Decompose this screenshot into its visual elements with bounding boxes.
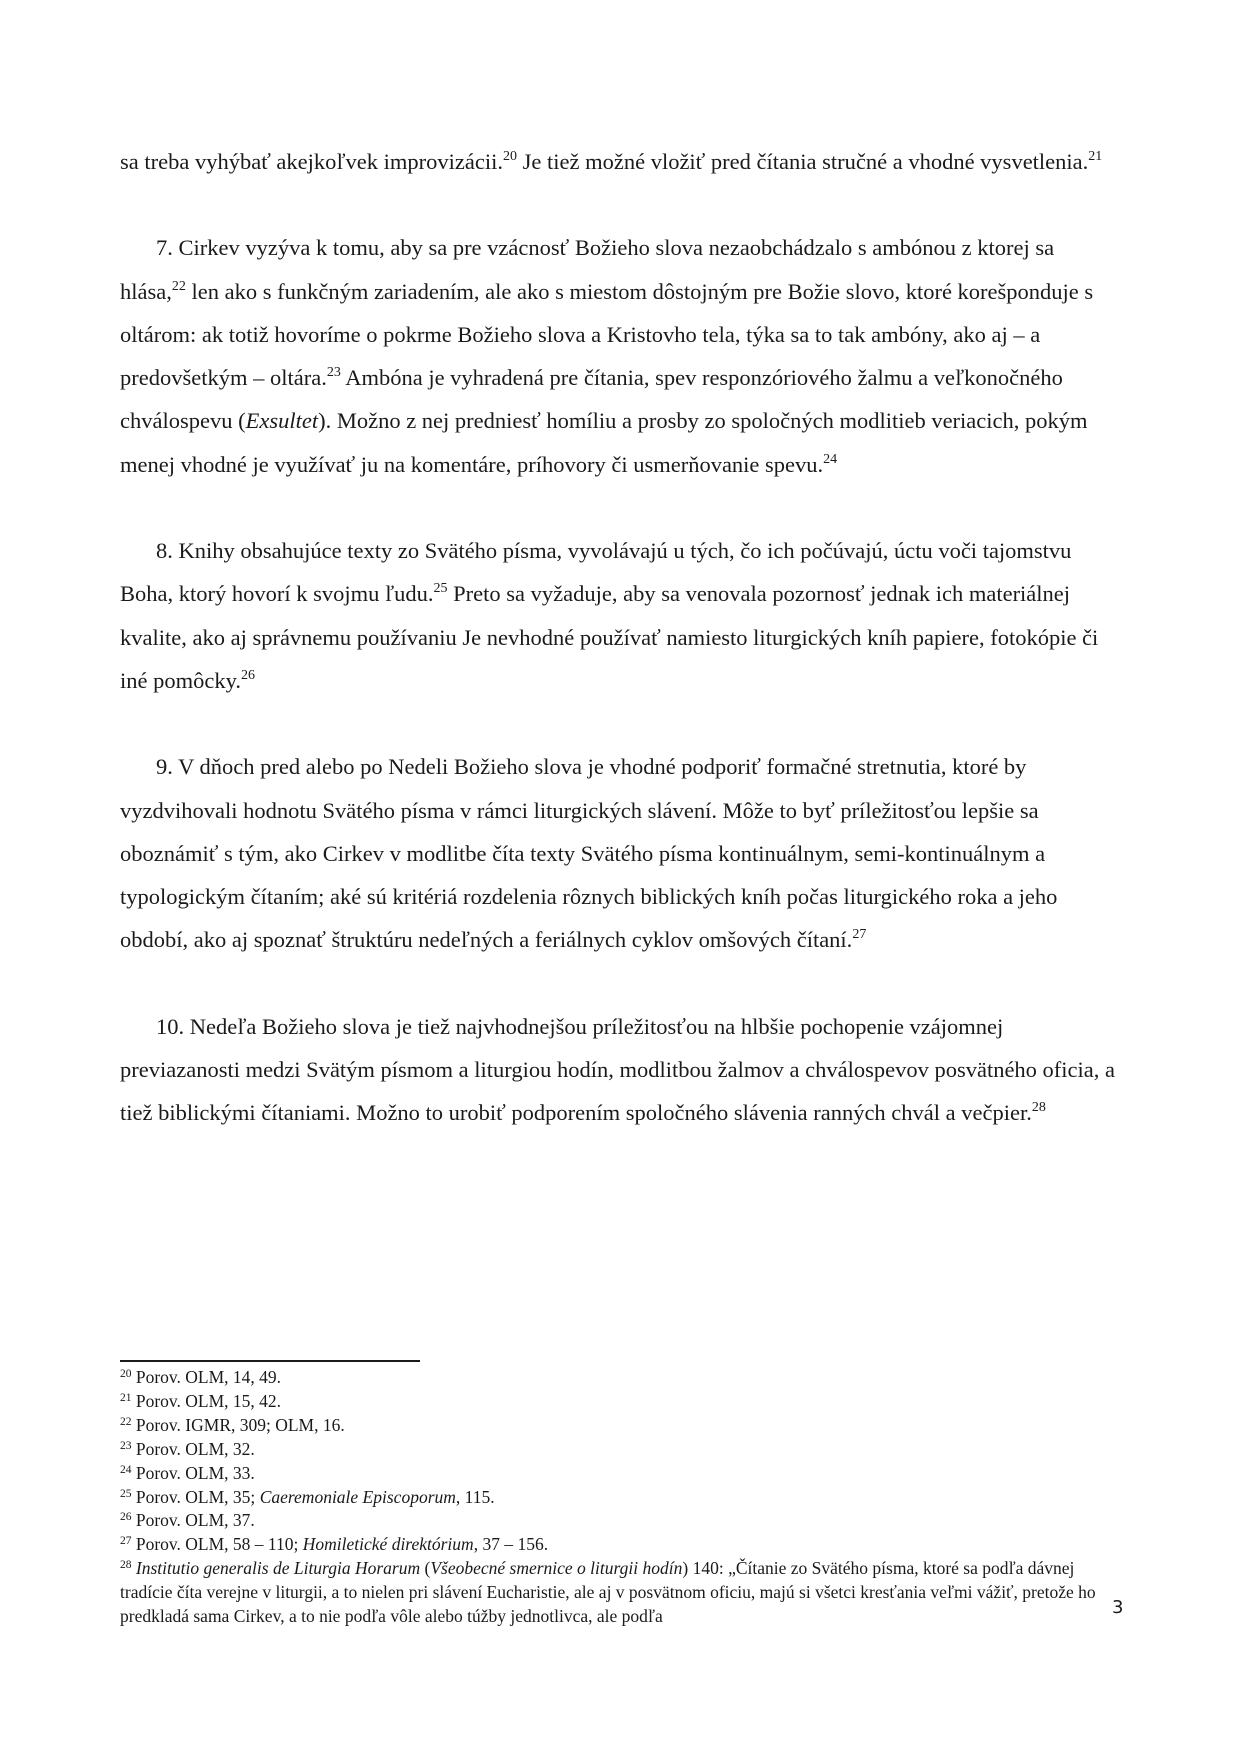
italic-text: Všeobecné smernice o liturgii hodín: [430, 1558, 683, 1579]
text-run: 8. Knihy obsahujúce texty zo Svätého písma, vyvolávajú u tých, čo ich počúvajú, úctu voči tajomstvu Boha, ktorý hovorí k svojmu ľudu.: [120, 538, 1072, 607]
text-run: 7. Cirkev vyzýva k tomu, aby sa pre vzácnosť Božieho slova nezaobchádzalo s ambónou z ktorej sa hlása,: [120, 235, 1055, 304]
italic-text: Homiletické direktórium: [302, 1534, 474, 1555]
text-run: Porov. OLM, 15, 42.: [131, 1390, 282, 1411]
footnote-reference: 27: [852, 927, 867, 943]
footnote-20: [120, 1366, 1130, 1390]
text-run: len ako s funkčným zariadením, ale ako s miestom dôstojným pre Božie slovo, ktoré korešponduje s oltárom: ak totiž hovoríme o pokrme Božieho slova a Kristovho tela, týka sa to tak ambóny, ako aj – a predovšetkým – oltára.: [120, 278, 1094, 391]
footnote-reference: 26: [241, 667, 256, 683]
footnote-26: [120, 1509, 1130, 1533]
footnote-21: [120, 1390, 1130, 1414]
footnote-reference: 25: [433, 581, 448, 597]
footnotes: [120, 1366, 1130, 1629]
paragraph-8: [120, 529, 1120, 702]
text-run: ). Možno z nej predniesť homíliu a prosby zo spoločných modlitieb veriacich, pokým menej vhodné je využívať ju na komentáre, príhovory či usmerňovanie spevu.: [120, 408, 1088, 477]
text-run: Porov. OLM, 37.: [131, 1510, 255, 1531]
text-run: Porov. IGMR, 309; OLM, 16.: [131, 1414, 345, 1435]
italic-text: Institutio generalis de Liturgia Horarum: [135, 1558, 421, 1579]
body-text: [120, 140, 1120, 1178]
footnote-number: 24: [120, 1463, 132, 1476]
text-run: Ambóna je vyhradená pre čítania, spev responzóriového žalmu a veľkonočného chválospevu (: [120, 365, 1063, 434]
footnote-number: 22: [120, 1415, 132, 1428]
page-number: 3: [1112, 1597, 1124, 1618]
text-run: (: [420, 1558, 431, 1579]
footnote-number: 28: [120, 1559, 132, 1572]
text-run: Porov. OLM, 35;: [131, 1486, 260, 1507]
text-run: sa treba vyhýbať akejkoľvek improvizácii.: [120, 149, 503, 174]
text-run: 9. V dňoch pred alebo po Nedeli Božieho slova je vhodné podporiť formačné stretnutia, ktoré by vyzdvihovali hodnotu Svätého písma v rámci liturgických slávení. Môže to byť príležitosťou lepšie sa oboznámiť s tým, ako Cirkev v modlitbe číta texty Svätého písma kontinuálnym, semi-kontinuálnym a typologickým čítaním; aké sú kritériá rozdelenia rôznych biblických kníh počas liturgického roka a jeho období, ako aj spoznať štruktúru nedeľných a feriálnych cyklov omšových čítaní.: [120, 754, 1058, 953]
text-run: Porov. OLM, 32.: [131, 1438, 255, 1459]
italic-text: Caeremoniale Episcoporum: [259, 1486, 456, 1507]
footnote-separator: [120, 1360, 420, 1362]
footnote-reference: 24: [823, 451, 838, 467]
footnote-reference: 21: [1088, 149, 1103, 164]
italic-text: Exsultet: [245, 408, 319, 434]
footnote-reference: 28: [1031, 1100, 1046, 1116]
text-run: , 115.: [455, 1486, 495, 1507]
footnote-number: 25: [120, 1487, 132, 1500]
paragraph-7: [120, 226, 1120, 486]
paragraph-10: [120, 1005, 1120, 1135]
text-run: ) 140: „Čítanie zo Svätého písma, ktoré sa podľa dávnej tradície číta verejne v liturgii, a to nielen pri slávení Eucharistie, ale aj v posvätnom oficiu, majú si všetci kresťania veľmi vážiť, pretože ho predkladá sama Cirkev, a to nie podľa vôle alebo túžby jednotlivca, ale podľa: [120, 1558, 1096, 1627]
text-run: 10. Nedeľa Božieho slova je tiež najvhodnejšou príležitosťou na hlbšie pochopenie vzájomnej previazanosti medzi Svätým písmom a liturgiou hodín, modlitbou žalmov a chválospevov posvätného oficia, a tiež biblickými čítaniami. Možno to urobiť podporením spoločného slávenia ranných chvál a večpier.: [120, 1013, 1116, 1126]
text-run: Porov. OLM, 14, 49.: [131, 1367, 282, 1387]
footnote-27: [120, 1533, 1130, 1557]
footnote-23: [120, 1438, 1130, 1462]
text-run: Porov. OLM, 33.: [131, 1462, 255, 1483]
text-run: Je tiež možné vložiť pred čítania stručné a vhodné vysvetlenia.: [517, 149, 1089, 174]
text-run: Porov. OLM, 58 – 110;: [131, 1534, 303, 1555]
footnote-number: 26: [120, 1511, 132, 1524]
footnote-28: [120, 1557, 1130, 1629]
footnote-reference: 20: [503, 149, 517, 164]
footnote-24: [120, 1462, 1130, 1486]
footnote-25: [120, 1486, 1130, 1510]
footnote-number: 23: [120, 1439, 132, 1452]
footnote-reference: 22: [171, 278, 186, 294]
footnote-number: 27: [120, 1535, 132, 1548]
footnote-reference: 23: [326, 365, 341, 381]
text-run: Preto sa vyžaduje, aby sa venovala pozornosť jednak ich materiálnej kvalite, ako aj správnemu používaniu Je nevhodné používať namiesto liturgických kníh papiere, fotokópie či iné pomôcky.: [120, 581, 1099, 693]
paragraph-9: [120, 745, 1120, 961]
footnote-number: 21: [120, 1391, 132, 1404]
paragraph-continuation: [120, 140, 1120, 183]
text-run: , 37 – 156.: [473, 1534, 549, 1555]
footnote-22: [120, 1414, 1130, 1438]
footnote-number: 20: [120, 1368, 132, 1380]
